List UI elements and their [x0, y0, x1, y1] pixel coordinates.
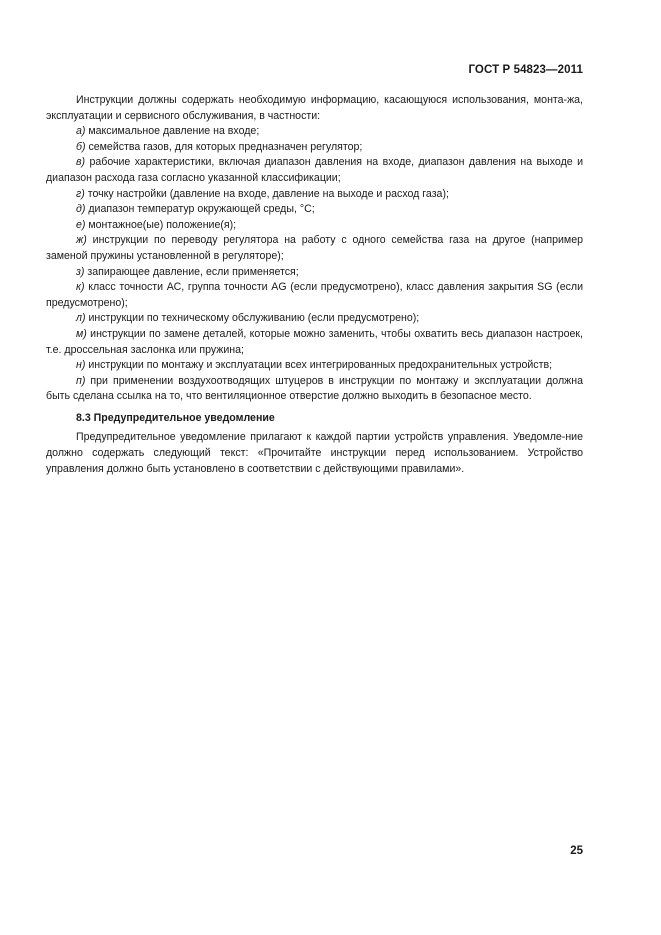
list-item: [46, 155, 583, 186]
list-item: [46, 265, 583, 281]
section-heading: 8.3 Предупредительное уведомление: [76, 411, 275, 424]
list-item-text: при применении воздухоотводящих штуцеров в инструкции по монтажу и эксплуатации должна быть сделана ссылка на то, что вентиляционное отверстие должно выходить в безопасное место.: [46, 374, 583, 403]
page-number: 25: [570, 845, 583, 857]
list-item: [46, 187, 583, 203]
list-item-marker: в): [76, 156, 86, 169]
list-item-marker: д): [76, 203, 86, 216]
list-item: [46, 327, 583, 358]
list-item-text: класс точности АС, группа точности AG (если предусмотрено), класс давления закрытия SG (если предусмотрено);: [46, 281, 583, 309]
list-item-marker: г): [76, 187, 85, 200]
list-item-text: точку настройки (давление на входе, давление на выходе и расход газа);: [87, 187, 449, 200]
document-code-header: ГОСТ Р 54823—2011: [468, 64, 583, 76]
list-item-marker: б): [76, 140, 86, 153]
list-item: [46, 140, 583, 156]
list-item-text: инструкции по замене деталей, которые можно заменить, чтобы охватить весь диапазон настроек, т.е. дроссельная заслонка или пружина;: [46, 327, 583, 356]
list-item: [46, 311, 583, 327]
list-item-text: семейства газов, для которых предназначен регулятор;: [88, 140, 363, 153]
list-item: [46, 218, 583, 234]
list-item: [46, 374, 583, 405]
list-item: [46, 233, 583, 264]
list-item: [46, 280, 583, 311]
list-item-marker: е): [76, 218, 86, 231]
list-item-text: инструкции по переводу регулятора на работу с одного семейства газа на другое (например заменой пружины установленной в регуляторе);: [46, 234, 583, 262]
document-body: [46, 93, 583, 477]
list-item-marker: к): [76, 281, 85, 294]
list-item-marker: м): [76, 327, 87, 340]
list-item-text: инструкции по техническому обслуживанию (если предусмотрено);: [88, 312, 420, 325]
list-item-text: инструкции по монтажу и эксплуатации всех интегрированных предохранительных устройств;: [88, 359, 553, 372]
list-item-text: монтажное(ые) положение(я);: [88, 218, 237, 231]
list-item-text: диапазон температур окружающей среды, °С;: [88, 203, 315, 216]
list-item: [46, 202, 583, 218]
section-body-paragraph: Предупредительное уведомление прилагают к каждой партии устройств управления. Уведомле-ние должно содержать следующий текст: «Прочитайте инструкции перед использованием. Устройство управления должно быть установлено в соответствии с действующими правилами».: [46, 431, 583, 475]
list-item-marker: н): [76, 359, 86, 372]
requirements-list: [46, 124, 583, 405]
list-item: [46, 124, 583, 140]
list-item-marker: з): [76, 265, 85, 278]
list-item-text: рабочие характеристики, включая диапазон давления на входе, диапазон давления на выходе и диапазон расхода газа согласно указанной классификации;: [46, 156, 583, 184]
list-item: [46, 358, 583, 374]
list-item-marker: а): [76, 125, 86, 138]
list-item-text: запирающее давление, если применяется;: [87, 265, 299, 278]
intro-paragraph: Инструкции должны содержать необходимую информацию, касающуюся использования, монта-жа, эксплуатации и сервисного обслуживания, в частности:: [46, 94, 583, 122]
list-item-marker: л): [76, 312, 86, 325]
list-item-text: максимальное давление на входе;: [88, 125, 260, 138]
list-item-marker: ж): [76, 234, 87, 247]
list-item-marker: п): [76, 374, 86, 387]
